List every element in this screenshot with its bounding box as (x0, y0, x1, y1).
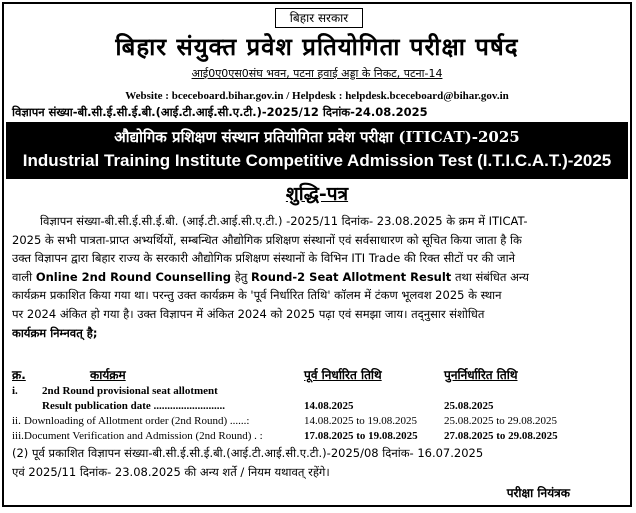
exam-title-banner (6, 122, 628, 179)
footer-line-1: (2) पूर्व प्रकाशित विज्ञापन संख्या-बी.सी.ई.सी.ई.बी.(आई.टी.आई.सी.ए.टी.)-2025/08 दिनांक- 16.07.2025 (12, 446, 484, 460)
row-number: i. (12, 385, 18, 397)
ref-prefix: विज्ञापन संख्या-बी.सी.ई.सी.ई.बी.(आई.टी.आई.सी.ए.टी.)- (12, 105, 267, 119)
signature-controller: परीक्षा नियंत्रक (506, 486, 570, 500)
table-row (12, 384, 622, 399)
helpdesk-email[interactable]: helpdesk.bceceboard@bihar.gov.in (345, 90, 509, 102)
row-number: iii. (12, 430, 24, 442)
row-event: Document Verification and Admission (2nd Round) . : (24, 430, 263, 442)
header-serial: क्र. (12, 368, 26, 382)
schedule-table (12, 366, 622, 444)
ref-number: 2025/12 (266, 105, 319, 119)
line4-mid: हेतु (234, 269, 248, 284)
body-line-6: पर 2024 अंकित हो गया है। उक्त विज्ञापन में अंकित 2024 को 2025 पढ़ा एवं समझा जाय। तद्नुसार संशोधित (12, 306, 485, 321)
header-old-date: पूर्व निर्धारित तिथि (304, 368, 382, 382)
footer-line-2: एवं 2025/11 दिनांक- 23.08.2025 की अन्य शर्ते / नियम यथावत् रहेंगे। (12, 464, 330, 479)
line4-bold-result: Round-2 Seat Allotment Result (251, 269, 452, 284)
row-old-date: 17.08.2025 to 19.08.2025 (304, 430, 418, 442)
line4-pre: वाली (12, 269, 33, 284)
line4-post: तथा संबंधित अन्य (454, 269, 529, 284)
row-old-date: 14.08.2025 (304, 400, 354, 412)
body-line-1: विज्ञापन संख्या-बी.सी.ई.सी.ई.बी. (आई.टी.आई.सी.ए.टी.) -2025/11 दिनांक- 23.08.2025 के क्रम में ITICAT- (40, 214, 528, 228)
advertisement-reference (12, 104, 428, 120)
row-new-date: 25.08.2025 to 29.08.2025 (444, 415, 558, 427)
row-new-date: 27.08.2025 to 29.08.2025 (444, 430, 558, 442)
exam-title-english: Industrial Training Institute Competitive Admission Test (I.T.I.C.A.T.)-2025 (22, 151, 612, 170)
body-line-5: कार्यक्रम प्रकाशित किया गया था। परन्तु उक्त कार्यक्रम के 'पूर्व निर्धारित तिथि' कॉलम में टंकण भूलवश 2025 के स्थान (12, 288, 502, 303)
row-new-date: 25.08.2025 (444, 400, 494, 412)
header-event: कार्यक्रम (90, 368, 126, 382)
notice-document (2, 2, 632, 507)
row-number: ii. (12, 415, 21, 427)
row-event: 2nd Round provisional seat allotment (42, 385, 218, 397)
exam-title-hindi: औद्योगिक प्रशिक्षण संस्थान प्रतियोगिता प्रवेश परीक्षा (ITICAT)-2025 (114, 128, 520, 146)
contact-line (4, 89, 630, 103)
ref-date-label: दिनांक- (322, 105, 355, 119)
header-new-date: पुनर्निर्धारित तिथि (444, 368, 518, 382)
notice-footer (12, 444, 622, 481)
line4-bold-counselling: Online 2nd Round Counselling (35, 269, 232, 284)
row-old-date: 14.08.2025 to 19.08.2025 (304, 415, 418, 427)
table-row (12, 399, 622, 414)
row-event: Result publication date .......................... (42, 400, 226, 412)
body-line-7: कार्यक्रम निम्नवत् है; (12, 325, 98, 340)
notice-body (12, 212, 622, 342)
ref-date: 24.08.2025 (354, 105, 428, 119)
website-link[interactable]: bceceboard.bihar.gov.in (171, 90, 284, 102)
government-label: बिहार सरकार (275, 8, 363, 28)
body-line-2: 2025 के सभी पात्रता-प्राप्त अभ्यर्थियों, सम्बन्धित औद्योगिक प्रशिक्षण संस्थानों एवं सर्वसाधारण को सूचित किया जाता है कि (12, 232, 522, 247)
schedule-header (12, 366, 622, 384)
notice-heading (4, 182, 630, 206)
website-label: Website : (125, 90, 169, 102)
board-title: बिहार संयुक्त प्रवेश प्रतियोगिता परीक्षा पर्षद (115, 32, 519, 61)
board-address: आई0ए0एस0संघ भवन, पटना हवाई अड्डा के निकट, पटना-14 (191, 67, 443, 80)
row-event: Downloading of Allotment order (2nd Round) ......: (24, 415, 250, 427)
body-line-4 (12, 268, 622, 287)
corrigendum-title: शुद्धि-पत्र (285, 183, 349, 205)
table-row (12, 414, 622, 429)
body-line-3: उक्त विज्ञापन द्वारा बिहार राज्य के सरकारी औद्योगिक प्रशिक्षण संस्थानों के विभिन ITI Trade की रिक्त सीटों पर की जाने (12, 251, 515, 266)
table-row (12, 429, 622, 444)
helpdesk-label: / Helpdesk : (286, 90, 343, 102)
